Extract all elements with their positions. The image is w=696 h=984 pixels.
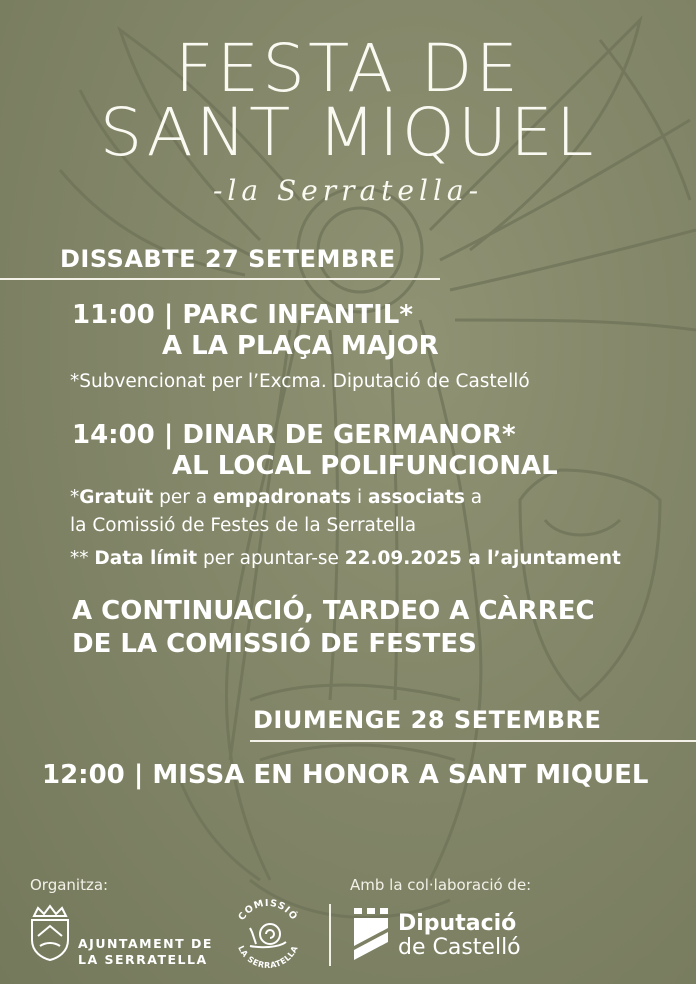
svg-text:COMISSIÓ bbox=[236, 898, 300, 923]
event-missa: 12:00 | MISSA EN HONOR A SANT MIQUEL bbox=[42, 760, 649, 790]
day2-divider bbox=[250, 740, 696, 742]
title-line-1: FESTA DE bbox=[174, 30, 522, 107]
event-tardeo-line2: DE LA COMISSIÓ DE FESTES bbox=[72, 629, 477, 659]
event-dinar-note2: la Comissió de Festes de la Serratella bbox=[70, 515, 417, 536]
event-tardeo-line1: A CONTINUACIÓ, TARDEO A CÀRREC bbox=[72, 596, 595, 626]
event-parc-note: *Subvencionat per l’Excma. Diputació de Castelló bbox=[70, 371, 530, 392]
collab-label: Amb la col·laboració de: bbox=[350, 876, 532, 894]
diputacio-logo-icon bbox=[352, 906, 390, 964]
town-crest-icon bbox=[28, 902, 72, 962]
event-parc-line2: A LA PLAÇA MAJOR bbox=[162, 331, 439, 361]
title-line-2: SANT MIQUEL bbox=[99, 94, 597, 171]
logo-divider bbox=[329, 904, 331, 966]
event-dinar-note3: ** Data límit per apuntar-se 22.09.2025 a l’ajuntament bbox=[70, 548, 621, 569]
ajuntament-line1: AJUNTAMENT DE bbox=[78, 936, 213, 951]
ajuntament-line2: LA SERRATELLA bbox=[78, 952, 208, 967]
subtitle: -la Serratella- bbox=[212, 174, 484, 207]
comissio-top-text: COMISSIÓ bbox=[236, 897, 300, 923]
ajuntament-name bbox=[78, 936, 213, 968]
event-parc-line1: 11:00 | PARC INFANTIL* bbox=[72, 300, 413, 330]
day1-divider bbox=[0, 278, 440, 280]
snail-logo-icon bbox=[226, 892, 310, 976]
event-dinar-note1: *Gratuït per a empadronats i associats a bbox=[70, 487, 483, 508]
day2-heading: DIUMENGE 28 SETEMBRE bbox=[253, 706, 602, 734]
event-dinar-line2: AL LOCAL POLIFUNCIONAL bbox=[172, 451, 558, 481]
organiza-label: Organitza: bbox=[30, 876, 109, 894]
diputacio-line1: Diputació bbox=[398, 911, 517, 936]
day1-heading: DISSABTE 27 SETEMBRE bbox=[60, 245, 396, 273]
comissio-bottom-text: LA SERRATELLA bbox=[236, 944, 300, 971]
diputacio-line2: de Castelló bbox=[398, 935, 521, 960]
event-dinar-line1: 14:00 | DINAR DE GERMANOR* bbox=[72, 420, 516, 450]
